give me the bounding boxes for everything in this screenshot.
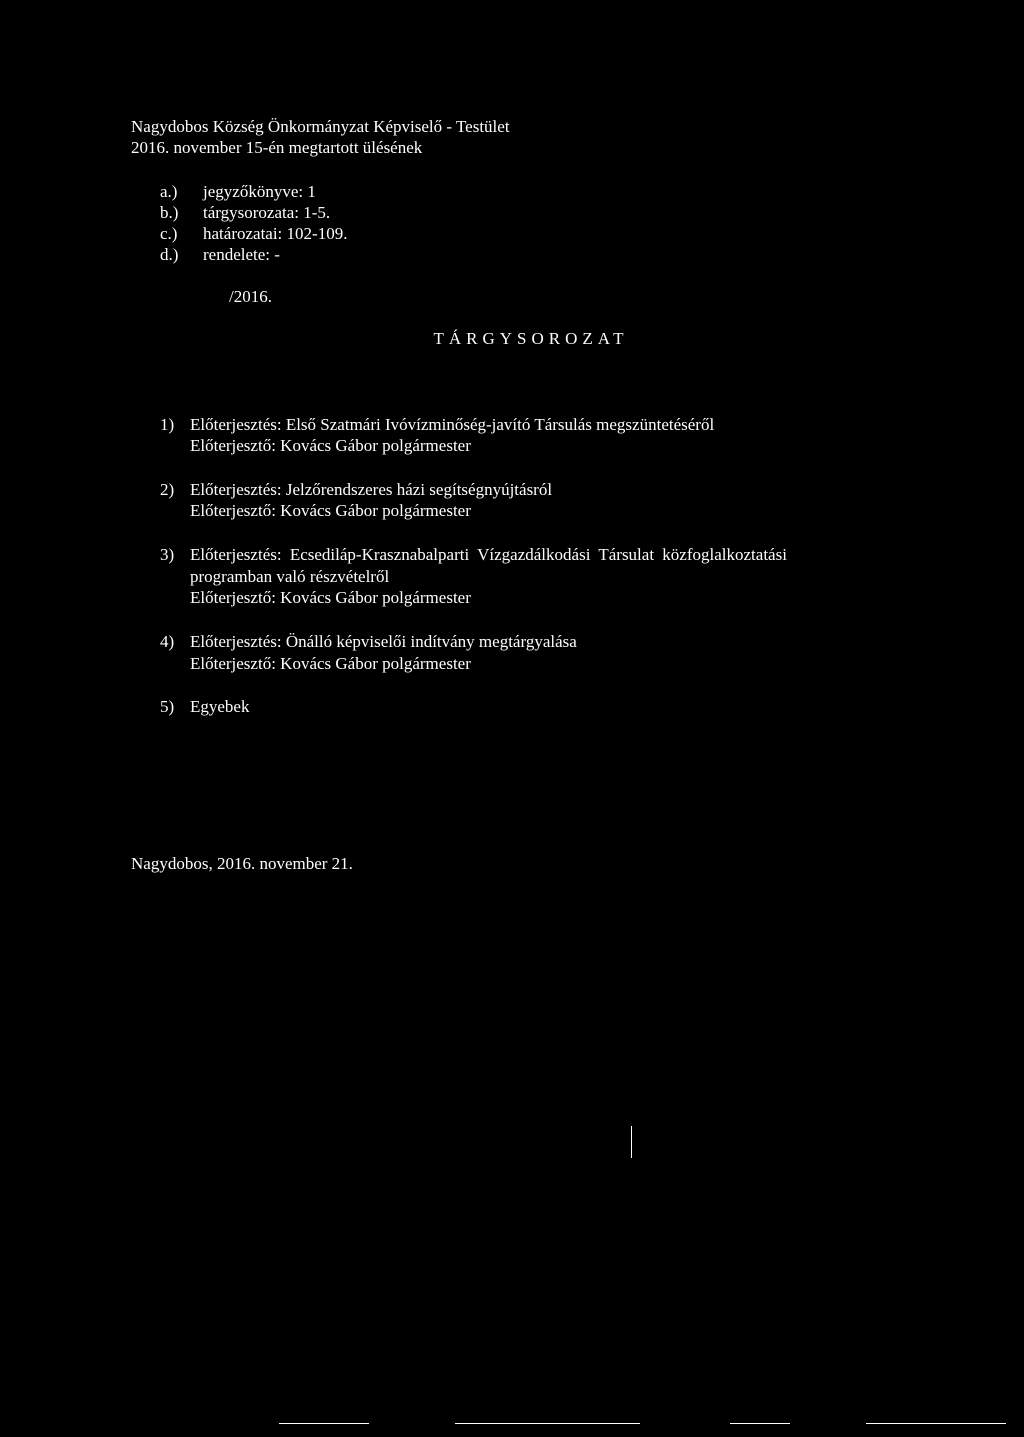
summary-label: a.) — [160, 182, 178, 201]
summary-text: határozatai: 102-109. — [203, 224, 348, 243]
agenda-item-presenter: Előterjesztő: Kovács Gábor polgármester — [190, 654, 471, 673]
summary-text: tárgysorozata: 1-5. — [203, 203, 331, 222]
summary-item-a — [160, 181, 316, 202]
agenda-item-subject: Előterjesztés: Önálló képviselői indítvány megtárgyalása — [190, 632, 577, 651]
agenda-item-number: 3) — [160, 545, 175, 564]
place-date: Nagydobos, 2016. november 21. — [131, 854, 353, 873]
agenda-item-presenter: Előterjesztő: Kovács Gábor polgármester — [190, 436, 471, 455]
summary-label: c.) — [160, 224, 178, 243]
agenda-item-number: 4) — [160, 632, 175, 651]
scan-artifact-rule — [455, 1423, 640, 1424]
summary-label: b.) — [160, 203, 179, 222]
document-header-line-2: 2016. november 15-én megtartott ülésének — [131, 138, 423, 157]
agenda-item-presenter: Előterjesztő: Kovács Gábor polgármester — [190, 588, 471, 607]
scan-artifact-rule — [279, 1423, 369, 1424]
reference-number: /2016. — [229, 287, 272, 306]
agenda-item-subject: Előterjesztés: Első Szatmári Ivóvízminőség-javító Társulás megszüntetéséről — [190, 415, 715, 434]
document-header-line-1: Nagydobos Község Önkormányzat Képviselő - Testület — [131, 117, 510, 136]
summary-text: jegyzőkönyve: 1 — [203, 182, 316, 201]
agenda-item-subject: Előterjesztés: Ecsediláp-Krasznabalparti Vízgazdálkodási Társulat közfoglalkoztatási — [190, 545, 787, 564]
scan-artifact-rule — [866, 1423, 1006, 1424]
scan-artifact-rule — [730, 1423, 790, 1424]
summary-label: d.) — [160, 245, 179, 264]
summary-item-d — [160, 244, 280, 265]
agenda-item-presenter: Előterjesztő: Kovács Gábor polgármester — [190, 501, 471, 520]
agenda-item-number: 5) — [160, 697, 175, 716]
agenda-title: TÁRGYSOROZAT — [433, 329, 629, 348]
agenda-item-subject-continued: programban való részvételről — [190, 567, 390, 586]
agenda-item-number: 1) — [160, 415, 175, 434]
summary-text: rendelete: - — [203, 245, 280, 264]
agenda-item-number: 2) — [160, 480, 175, 499]
agenda-item-subject: Előterjesztés: Jelzőrendszeres házi segítségnyújtásról — [190, 480, 553, 499]
scan-artifact-line — [631, 1126, 632, 1158]
summary-item-b — [160, 202, 330, 223]
summary-item-c — [160, 223, 347, 244]
agenda-item-subject: Egyebek — [190, 697, 250, 716]
